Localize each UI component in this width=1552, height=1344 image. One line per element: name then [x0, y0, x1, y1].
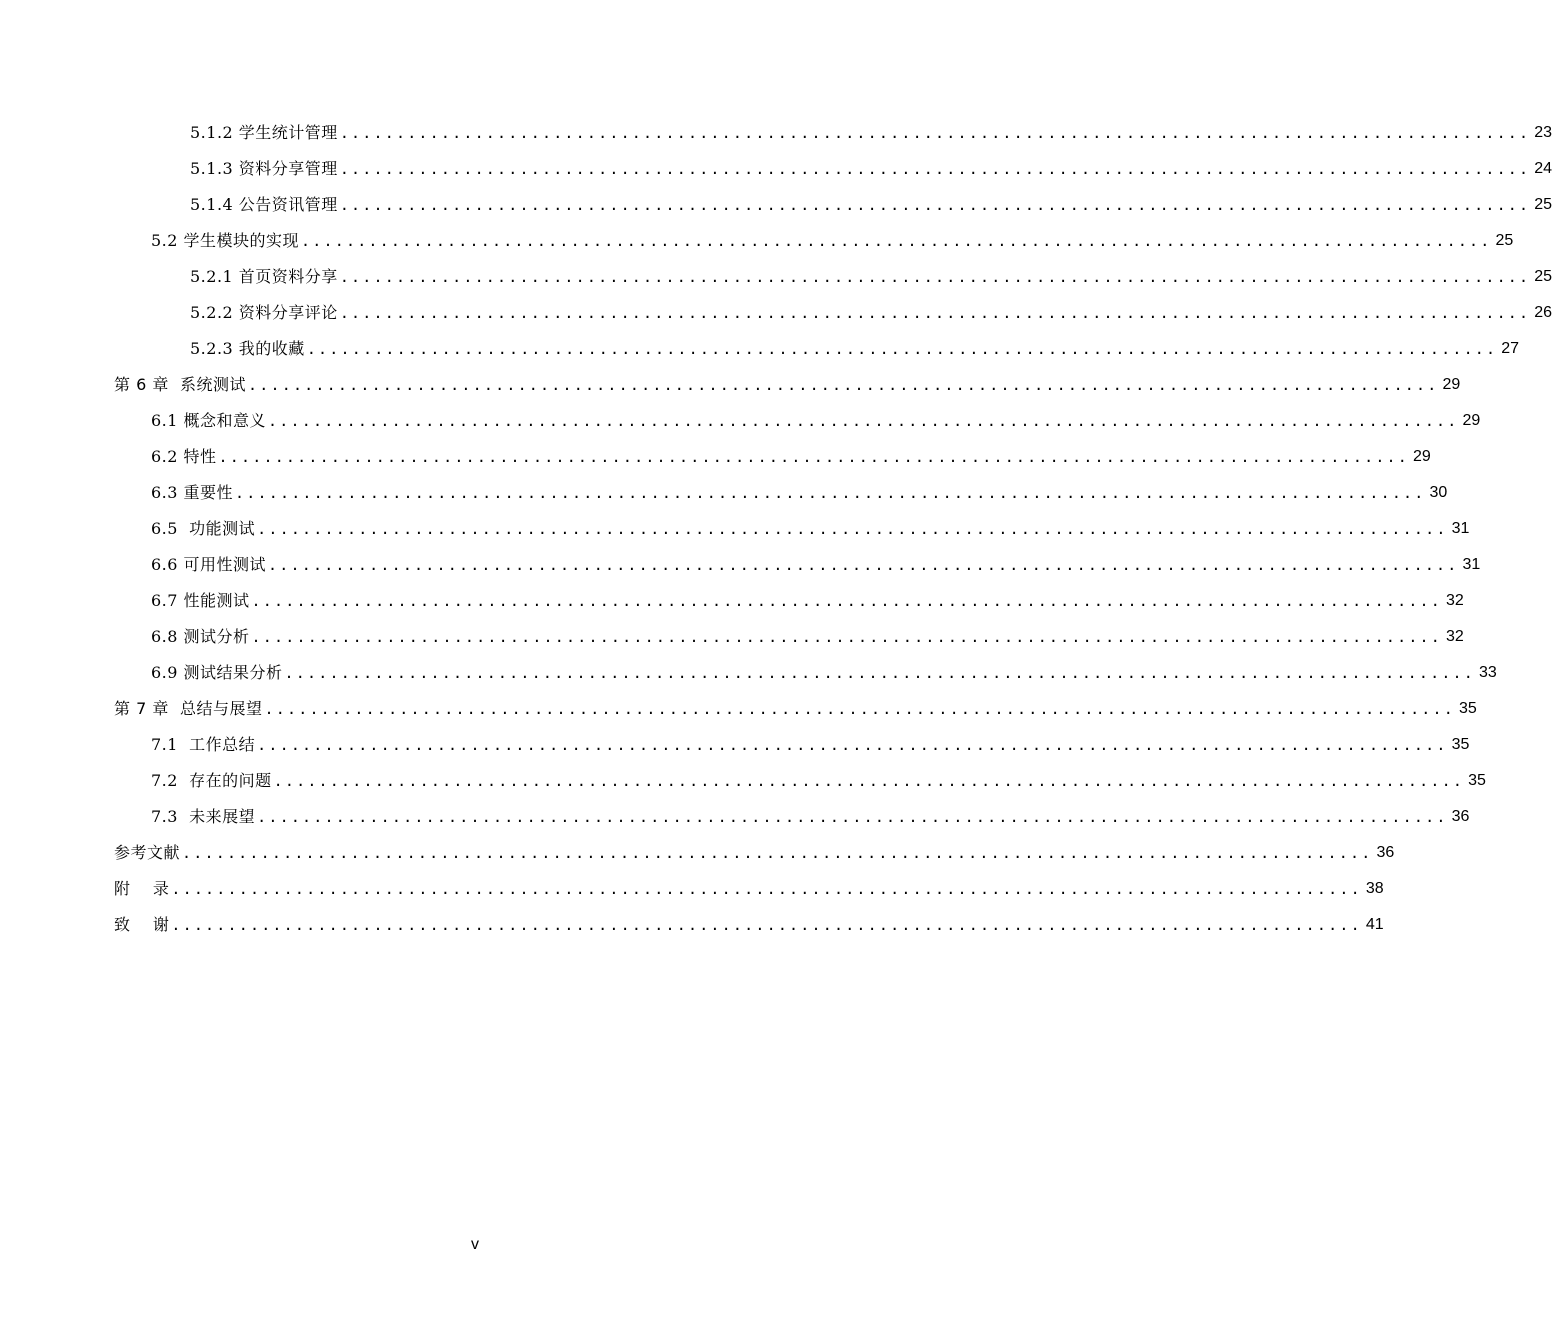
toc-entry[interactable] [114, 368, 1461, 396]
toc-entry-page: 32 [1446, 592, 1464, 609]
toc-entry-title: 6.3 重要性 [151, 483, 234, 502]
toc-entry-title: 6.6 可用性测试 [151, 555, 267, 574]
toc-entry-title: 6.7 性能测试 [151, 591, 250, 610]
toc-entry[interactable] [151, 548, 1481, 576]
toc-entry-page: 23 [1534, 124, 1552, 141]
toc-leader-dots: .......................................................................................................... [182, 844, 1373, 862]
toc-entry-title: 5.1.3 资料分享管理 [190, 159, 338, 178]
toc-entry-page: 41 [1365, 916, 1384, 933]
toc-entry-page: 29 [1442, 376, 1461, 393]
toc-entry-page: 35 [1459, 700, 1477, 717]
toc-entry-page: 26 [1534, 304, 1552, 321]
toc-entry[interactable] [151, 656, 1497, 684]
toc-entry[interactable] [151, 584, 1464, 612]
toc-entry-page: 29 [1413, 448, 1431, 465]
toc-entry[interactable] [114, 872, 1384, 900]
toc-entry[interactable] [114, 692, 1477, 720]
toc-entry-title: 5.1.4 公告资讯管理 [190, 195, 338, 214]
toc-entry[interactable] [114, 836, 1395, 864]
toc-entry[interactable] [190, 260, 1552, 288]
toc-entry-title: 5.2.3 我的收藏 [190, 339, 305, 358]
toc-entry-title: 5.2.1 首页资料分享 [190, 267, 338, 286]
toc-entry-page: 25 [1534, 268, 1552, 285]
toc-entry[interactable] [151, 512, 1470, 540]
toc-leader-dots: .......................................................................................................... [171, 916, 1362, 934]
toc-leader-dots: .......................................................................................................... [248, 376, 1439, 394]
toc-entry[interactable] [190, 188, 1552, 216]
toc-leader-dots: .......................................................................................................... [235, 484, 1426, 502]
toc-entry-title: 附 录 [114, 879, 170, 898]
toc-entry[interactable] [190, 332, 1520, 360]
toc-entry[interactable] [151, 476, 1448, 504]
toc-entry-page: 35 [1468, 772, 1486, 789]
toc-entry-page: 31 [1451, 520, 1470, 537]
toc-entry[interactable] [151, 800, 1470, 828]
toc-entry-title: 5.2 学生模块的实现 [151, 231, 300, 250]
toc-leader-dots: .......................................................................................................... [339, 268, 1531, 286]
toc-entry-title: 参考文献 [114, 843, 181, 862]
toc-entry-page: 30 [1429, 484, 1448, 501]
toc-entry-title: 5.1.2 学生统计管理 [190, 123, 338, 142]
toc-entry-page: 33 [1479, 664, 1497, 681]
toc-leader-dots: .......................................................................................................... [257, 736, 1448, 754]
toc-entry[interactable] [151, 224, 1514, 252]
toc-entry-title: 7.1 工作总结 [151, 735, 256, 754]
toc-entry-page: 27 [1501, 340, 1520, 357]
toc-leader-dots: .......................................................................................................... [251, 592, 1443, 610]
toc-entry-page: 25 [1495, 232, 1514, 249]
toc-leader-dots: .......................................................................................................... [284, 664, 1476, 682]
toc-entry-title: 7.2 存在的问题 [151, 771, 272, 790]
toc-entry-page: 38 [1365, 880, 1384, 897]
toc-entry-page: 24 [1534, 160, 1552, 177]
toc-leader-dots: .......................................................................................................... [339, 196, 1531, 214]
toc-entry[interactable] [190, 116, 1552, 144]
toc-leader-dots: .......................................................................................................... [171, 880, 1362, 898]
toc-entry-page: 36 [1376, 844, 1395, 861]
toc-leader-dots: .......................................................................................................... [251, 628, 1443, 646]
toc-entry-page: 35 [1451, 736, 1470, 753]
page-number: v [471, 1236, 479, 1253]
toc-entry-page: 29 [1462, 412, 1481, 429]
toc-entry-title: 6.2 特性 [151, 447, 217, 466]
toc-entry-title: 第 6 章 系统测试 [114, 375, 247, 394]
toc-entry-title: 6.8 测试分析 [151, 627, 250, 646]
toc-leader-dots: .......................................................................................................... [257, 520, 1448, 538]
toc-entry[interactable] [190, 152, 1552, 180]
toc-entry-title: 6.9 测试结果分析 [151, 663, 283, 682]
toc-leader-dots: .......................................................................................................... [339, 124, 1531, 142]
toc-leader-dots: .......................................................................................................... [264, 700, 1455, 718]
toc-entry-title: 第 7 章 总结与展望 [114, 699, 263, 718]
toc-entry[interactable] [151, 728, 1470, 756]
toc-entry[interactable] [114, 908, 1384, 936]
toc-entry-title: 致 谢 [114, 915, 170, 934]
toc-leader-dots: .......................................................................................................... [268, 556, 1459, 574]
toc-entry-title: 6.1 概念和意义 [151, 411, 267, 430]
toc-entry-title: 7.3 未来展望 [151, 807, 256, 826]
toc-leader-dots: .......................................................................................................... [218, 448, 1410, 466]
toc-entry-title: 5.2.2 资料分享评论 [190, 303, 338, 322]
toc-entry-title: 6.5 功能测试 [151, 519, 256, 538]
toc-entry-page: 36 [1451, 808, 1470, 825]
toc-entry[interactable] [151, 764, 1486, 792]
toc-entry[interactable] [151, 440, 1431, 468]
toc-entry-page: 32 [1446, 628, 1464, 645]
toc-leader-dots: .......................................................................................................... [339, 160, 1531, 178]
toc-leader-dots: .......................................................................................................... [339, 304, 1531, 322]
toc-entry[interactable] [190, 296, 1552, 324]
toc-leader-dots: .......................................................................................................... [301, 232, 1492, 250]
toc-entry[interactable] [151, 620, 1464, 648]
toc-entry[interactable] [151, 404, 1481, 432]
toc-entry-page: 31 [1462, 556, 1481, 573]
toc-leader-dots: .......................................................................................................... [268, 412, 1459, 430]
toc-leader-dots: .......................................................................................................... [273, 772, 1465, 790]
toc-leader-dots: .......................................................................................................... [306, 340, 1498, 358]
toc-leader-dots: .......................................................................................................... [257, 808, 1448, 826]
toc-entry-page: 25 [1534, 196, 1552, 213]
